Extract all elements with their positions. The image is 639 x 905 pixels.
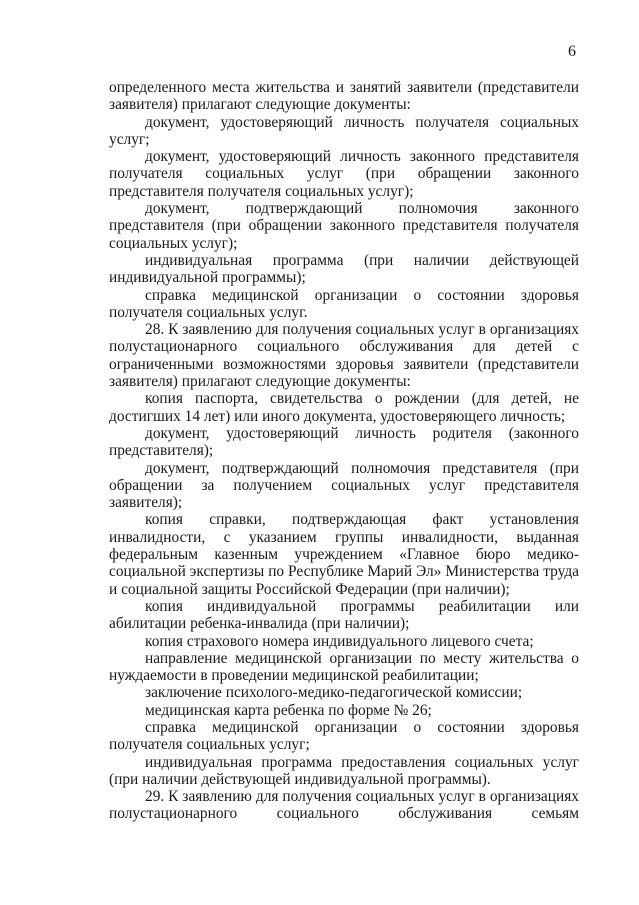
paragraph: медицинская карта ребенка по форме № 26; [145,701,432,719]
paragraph: документ, удостоверяющий личность родителя (законного представителя); [109,424,579,460]
paragraph: справка медицинской организации о состоянии здоровья получателя социальных услуг. [109,286,579,321]
paragraph: копия паспорта, свидетельства о рождении (для детей, не достигших 14 лет) или иного документа, удостоверяющего личность; [109,390,579,425]
document-body [109,79,579,823]
paragraph: копия страхового номера индивидуального лицевого счета; [145,632,534,650]
page-number: 6 [568,43,576,60]
paragraph: справка медицинской организации о состоянии здоровья получателя социальных услуг; [109,718,579,754]
paragraph: индивидуальная программа предоставления социальных услуг (при наличии действующей индивидуальной программы). [109,753,579,788]
paragraph: направление медицинской организации по месту жительства о нуждаемости в проведении медицинской реабилитации; [109,649,579,685]
paragraph: документ, удостоверяющий личность получателя социальных услуг; [109,113,579,148]
paragraph: документ, подтверждающий полномочия законного представителя (при обращении законного представителя получателя социальных услуг); [109,200,579,252]
paragraph: 29. К заявлению для получения социальных услуг в организациях полустационарного социального обслуживания семьям [109,788,579,823]
paragraph: документ, подтверждающий полномочия представителя (при обращении за получением социальных услуг представителя заявителя); [109,459,579,512]
paragraph: копия справки, подтверждающая факт установления инвалидности, с указанием группы инвалидности, выданная федеральным казенным учреждением «Главное бюро медико-социальной экспертизы по Республике Марий Эл» Министерства труда и социальной защиты Российской Федерации (при наличии); [109,511,579,598]
paragraph: документ, удостоверяющий личность законного представителя получателя социальных услуг (при обращении законного представителя получателя социальных услуг); [109,148,579,200]
paragraph: заключение психолого-медико-педагогической комиссии; [145,684,523,702]
paragraph: 28. К заявлению для получения социальных услуг в организациях полустационарного социального обслуживания для детей с ограниченными возможностями здоровья заявители (представители заявителя) прилагают следующие документы: [109,321,579,391]
paragraph: определенного места жительства и занятий заявители (представители заявителя) прилагают следующие документы: [109,79,579,114]
paragraph: индивидуальная программа (при наличии действующей индивидуальной программы); [109,251,579,287]
paragraph: копия индивидуальной программы реабилитации или абилитации ребенка-инвалида (при наличии); [109,597,579,633]
